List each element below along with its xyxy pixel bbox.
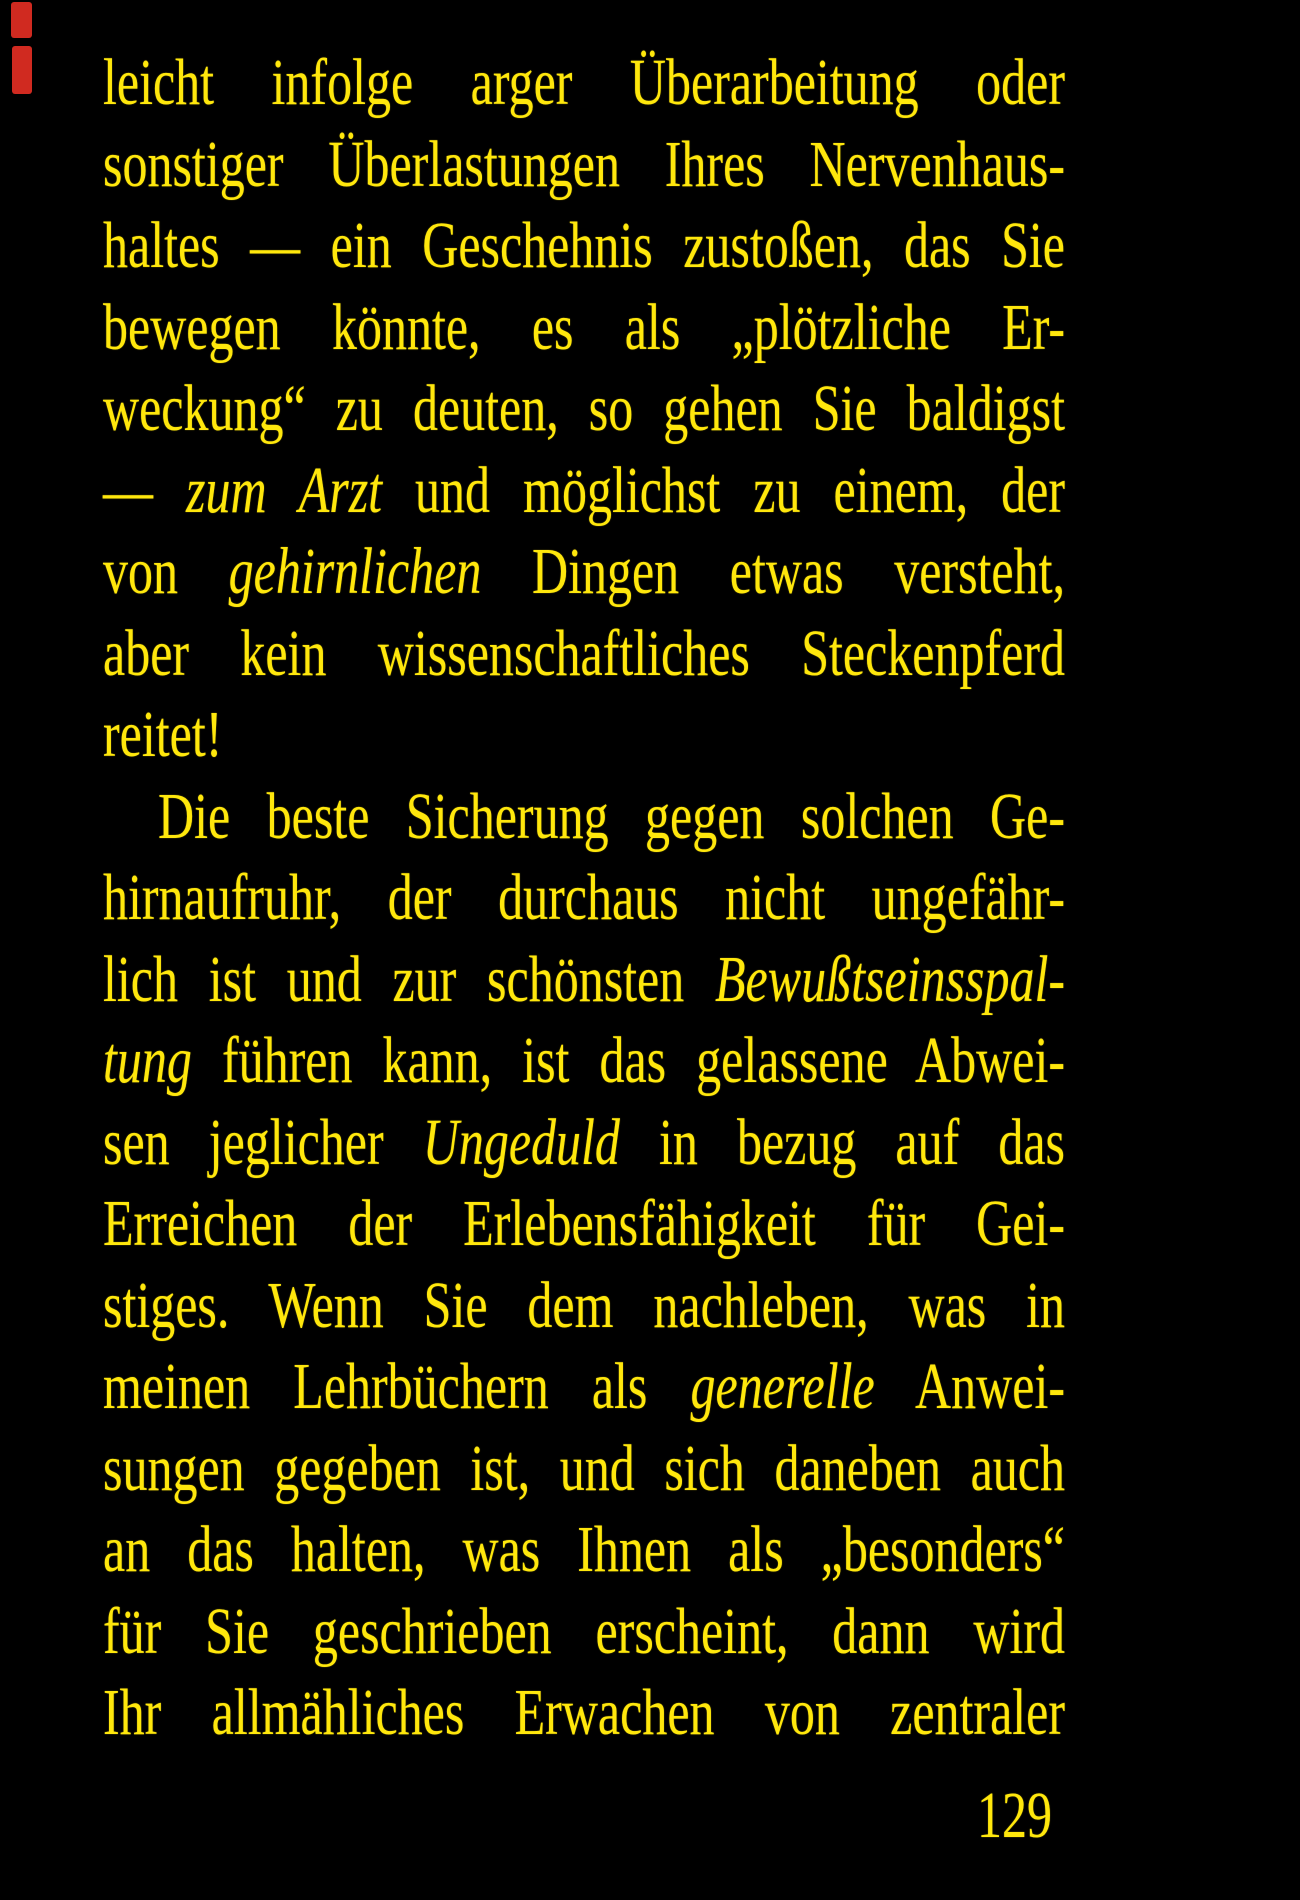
text-segment: haltes — ein Geschehnis zustoßen, das Sie [103,207,1065,282]
text-segment: — [103,452,187,527]
italic-text-segment: generelle [690,1348,875,1423]
text-segment: für Sie geschrieben erscheint, dann wird [103,1593,1065,1668]
text-segment: lich ist und zur schönsten [103,941,716,1016]
text-segment: bewegen könnte, es als „plötzliche Er- [103,289,1065,364]
italic-text-segment: Bewußtseinsspal- [715,941,1065,1016]
text-segment: führen kann, ist das gelassene Abwei- [191,1022,1065,1097]
text-segment: in bezug auf das [619,1104,1065,1179]
text-segment: weckung“ zu deuten, so gehen Sie baldigst [103,370,1065,445]
text-segment: sen jeglicher [103,1104,423,1179]
text-segment: Erreichen der Erlebensfähigkeit für Gei- [103,1185,1065,1260]
text-segment: leicht infolge arger Überarbeitung oder [103,44,1065,119]
text-segment: sonstiger Überlastungen Ihres Nervenhaus- [103,126,1065,201]
text-line [103,1659,1065,1767]
text-segment: reitet! [103,696,223,771]
text-segment: von [103,533,229,608]
text-segment: hirnaufruhr, der durchaus nicht ungefähr- [103,859,1065,934]
text-segment: an das halten, was Ihnen als „besonders“ [103,1511,1065,1586]
italic-text-segment: gehirnlichen [228,533,482,608]
text-segment: stiges. Wenn Sie dem nachleben, was in [103,1267,1065,1342]
text-segment: meinen Lehrbüchern als [103,1348,691,1423]
text-segment: Dingen etwas versteht, [481,533,1066,608]
italic-text-segment: Ungeduld [422,1104,620,1179]
italic-text-segment: tung [103,1022,192,1097]
page-number: 129 [977,1777,1052,1852]
italic-text-segment: zum Arzt [186,452,383,527]
page-text-block [103,29,1066,1749]
text-segment: und möglichst zu einem, der [382,452,1066,527]
text-segment: Ihr allmähliches Erwachen von zentraler [103,1674,1065,1749]
red-scan-mark [11,2,32,38]
text-segment: Die beste Sicherung gegen solchen Ge- [158,778,1065,853]
text-segment: sungen gegeben ist, und sich daneben auch [103,1430,1065,1505]
text-segment: aber kein wissenschaftliches Steckenpferd [103,615,1065,690]
text-segment: Anwei- [874,1348,1065,1423]
red-scan-mark [12,46,32,94]
